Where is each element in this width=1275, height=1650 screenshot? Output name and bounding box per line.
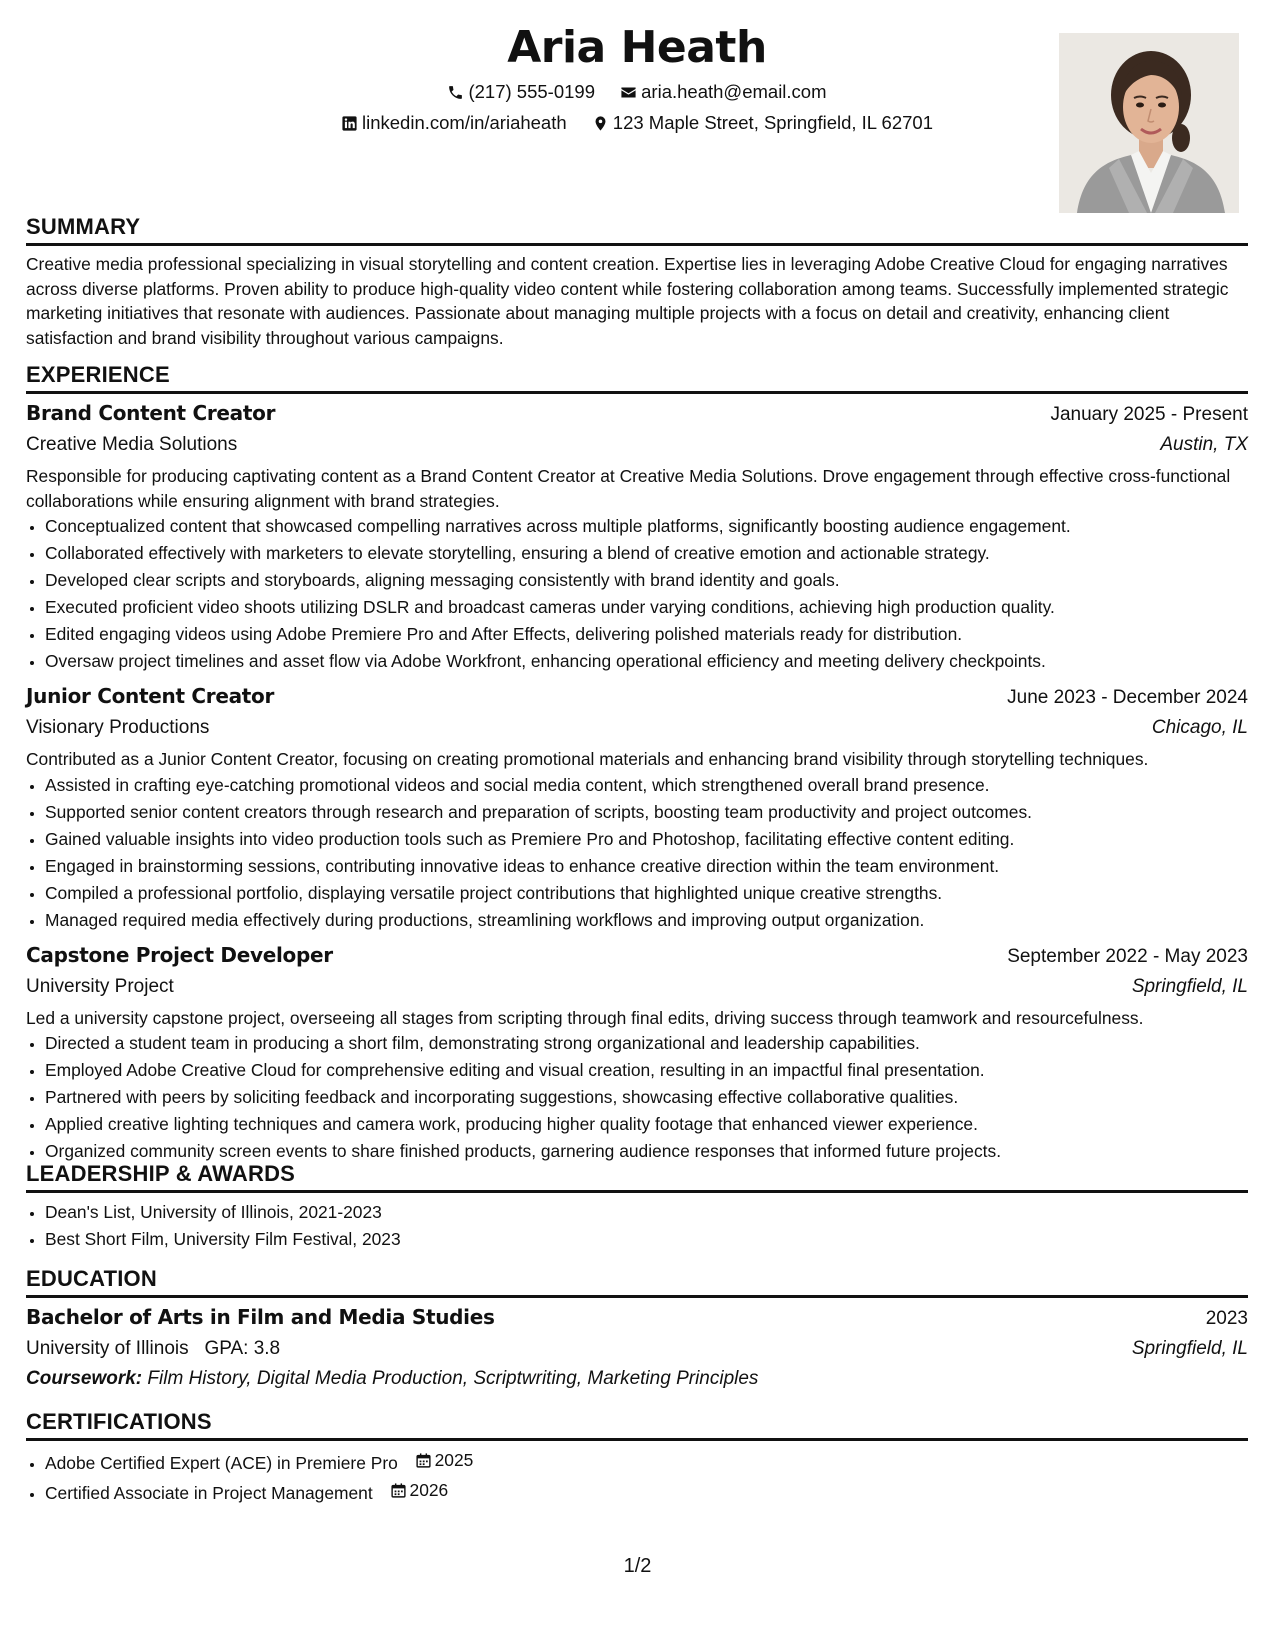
certifications-list xyxy=(26,1447,1248,1507)
list-item: • Executed proficient video shoots utilizing DSLR and broadcast cameras under varying conditions, achieving high production quality. xyxy=(45,594,1248,621)
list-item xyxy=(45,1447,1248,1477)
job-company: University Project xyxy=(26,975,174,997)
cert-name: Adobe Certified Expert (ACE) in Premiere Pro xyxy=(45,1453,398,1473)
phone-text: (217) 555-0199 xyxy=(468,81,595,102)
job-dates: January 2025 - Present xyxy=(1050,404,1248,425)
list-item xyxy=(45,1477,1248,1507)
job-description: Contributed as a Junior Content Creator, focusing on creating promotional materials and enhancing brand visibility through storytelling techniques. xyxy=(26,749,1149,769)
coursework-label: Coursework: xyxy=(26,1368,143,1389)
list-item: • Oversaw project timelines and asset flow via Adobe Workfront, enhancing operational efficiency and meeting delivery checkpoints. xyxy=(45,648,1248,675)
coursework xyxy=(26,1364,1248,1394)
address-text: 123 Maple Street, Springfield, IL 62701 xyxy=(612,112,933,133)
job-title: Brand Content Creator xyxy=(26,401,276,425)
certifications-heading: CERTIFICATIONS xyxy=(26,1409,1248,1441)
cert-year: 2026 xyxy=(409,1480,449,1500)
summary-text: Creative media professional specializing in visual storytelling and content creation. Expertise lies in leveraging Adobe Creative Cloud for engaging narratives across diverse platforms. Proven ability to produce high-quality video content while fostering collaboration among teams. Successfully implemented strategic marketing initiatives that resonate with audiences. Passionate about managing multiple projects with a focus on detail and creativity, enhancing client satisfaction and brand visibility throughout various campaigns. xyxy=(26,254,1229,348)
linkedin-text: linkedin.com/in/ariaheath xyxy=(362,112,567,133)
job-bullets xyxy=(26,1030,1248,1165)
education-heading: EDUCATION xyxy=(26,1266,1248,1298)
contact-linkedin[interactable] xyxy=(341,111,567,135)
list-item: • Collaborated effectively with marketers to elevate storytelling, ensuring a blend of creative emotion and actionable strategy. xyxy=(45,540,1248,567)
map-pin-icon xyxy=(592,115,609,132)
list-item: • Developed clear scripts and storyboards, aligning messaging consistently with brand identity and goals. xyxy=(45,567,1248,594)
job-entry xyxy=(26,398,1248,675)
list-item: • Edited engaging videos using Adobe Premiere Pro and After Effects, delivering polished materials ready for distribution. xyxy=(45,621,1248,648)
profile-photo xyxy=(1059,33,1239,213)
contact-phone xyxy=(447,80,595,104)
job-description: Led a university capstone project, overseeing all stages from scripting through final edits, driving success through teamwork and resourcefulness. xyxy=(26,1007,1144,1028)
resume-page xyxy=(26,0,1248,1650)
job-entry xyxy=(26,681,1248,934)
job-location: Austin, TX xyxy=(1160,434,1248,455)
summary-heading: SUMMARY xyxy=(26,214,1248,246)
envelope-icon xyxy=(620,84,637,101)
job-description: Responsible for producing captivating content as a Brand Content Creator at Creative Media Solutions. Drove engagement through effective cross-functional collaborations while ensuring alignment with brand strategies. xyxy=(26,466,1231,511)
coursework-list: Film History, Digital Media Production, Scriptwriting, Marketing Principles xyxy=(147,1368,759,1389)
job-title: Junior Content Creator xyxy=(26,684,275,708)
awards-heading: LEADERSHIP & AWARDS xyxy=(26,1161,1248,1193)
list-item: • Gained valuable insights into video production tools such as Premiere Pro and Photoshop, facilitating effective content editing. xyxy=(45,826,1248,853)
awards-list xyxy=(26,1199,1248,1253)
cert-date xyxy=(415,1447,474,1474)
experience-section xyxy=(26,362,1248,1165)
job-company: Creative Media Solutions xyxy=(26,434,238,455)
school-name: University of Illinois GPA: 3.8 xyxy=(26,1338,281,1359)
education-section xyxy=(26,1266,1248,1394)
list-item: • Conceptualized content that showcased compelling narratives across multiple platforms, significantly boosting audience engagement. xyxy=(45,513,1248,540)
list-item: • Employed Adobe Creative Cloud for comprehensive editing and visual creation, resulting in an impactful final presentation. xyxy=(45,1057,1248,1084)
awards-section xyxy=(26,1161,1248,1253)
school-location: Springfield, IL xyxy=(1131,1338,1248,1359)
list-item: • Dean's List, University of Illinois, 2021-2023 xyxy=(45,1199,1248,1226)
experience-heading: EXPERIENCE xyxy=(26,362,1248,394)
email-text: aria.heath@email.com xyxy=(641,81,827,102)
job-bullets xyxy=(26,772,1248,934)
cert-name: Certified Associate in Project Management xyxy=(45,1483,373,1503)
contact-email[interactable] xyxy=(620,80,826,104)
list-item: • Partnered with peers by soliciting feedback and incorporating suggestions, showcasing effective collaborative qualities. xyxy=(45,1084,1248,1111)
job-company: Visionary Productions xyxy=(26,717,210,738)
cert-year: 2025 xyxy=(434,1450,474,1470)
calendar-icon xyxy=(415,1452,432,1469)
contact-address xyxy=(592,111,933,135)
job-dates: June 2023 - December 2024 xyxy=(1007,687,1248,708)
certifications-section xyxy=(26,1409,1248,1507)
cert-date xyxy=(390,1477,449,1504)
list-item: • Supported senior content creators through research and preparation of scripts, boosting team productivity and project outcomes. xyxy=(45,799,1248,826)
job-title: Capstone Project Developer xyxy=(26,942,333,967)
degree-title: Bachelor of Arts in Film and Media Studies xyxy=(26,1305,495,1329)
list-item: • Engaged in brainstorming sessions, contributing innovative ideas to enhance creative direction within the team environment. xyxy=(45,853,1248,880)
linkedin-icon xyxy=(341,115,358,132)
page-number: 1/2 xyxy=(623,1555,652,1577)
degree-year: 2023 xyxy=(1205,1308,1248,1329)
calendar-icon xyxy=(390,1482,407,1499)
summary-section xyxy=(26,214,1248,350)
list-item: • Managed required media effectively during productions, streamlining workflows and improving output organization. xyxy=(45,907,1248,934)
job-bullets xyxy=(26,513,1248,675)
job-dates: September 2022 - May 2023 xyxy=(1007,945,1248,967)
list-item: • Organized community screen events to share finished products, garnering audience responses that informed future projects. xyxy=(45,1138,1248,1165)
list-item: • Applied creative lighting techniques and camera work, producing higher quality footage that enhanced viewer experience. xyxy=(45,1111,1248,1138)
job-entry xyxy=(26,940,1248,1166)
list-item: • Best Short Film, University Film Festival, 2023 xyxy=(45,1226,1248,1253)
phone-icon xyxy=(447,84,464,101)
list-item: • Compiled a professional portfolio, displaying versatile project contributions that highlighted unique creative strengths. xyxy=(45,880,1248,907)
job-location: Chicago, IL xyxy=(1151,717,1248,738)
job-location: Springfield, IL xyxy=(1131,975,1248,997)
list-item: • Directed a student team in producing a short film, demonstrating strong organizational and leadership capabilities. xyxy=(45,1030,1248,1057)
list-item: • Assisted in crafting eye-catching promotional videos and social media content, which strengthened overall brand presence. xyxy=(45,772,1248,799)
candidate-name: Aria Heath xyxy=(507,22,767,73)
